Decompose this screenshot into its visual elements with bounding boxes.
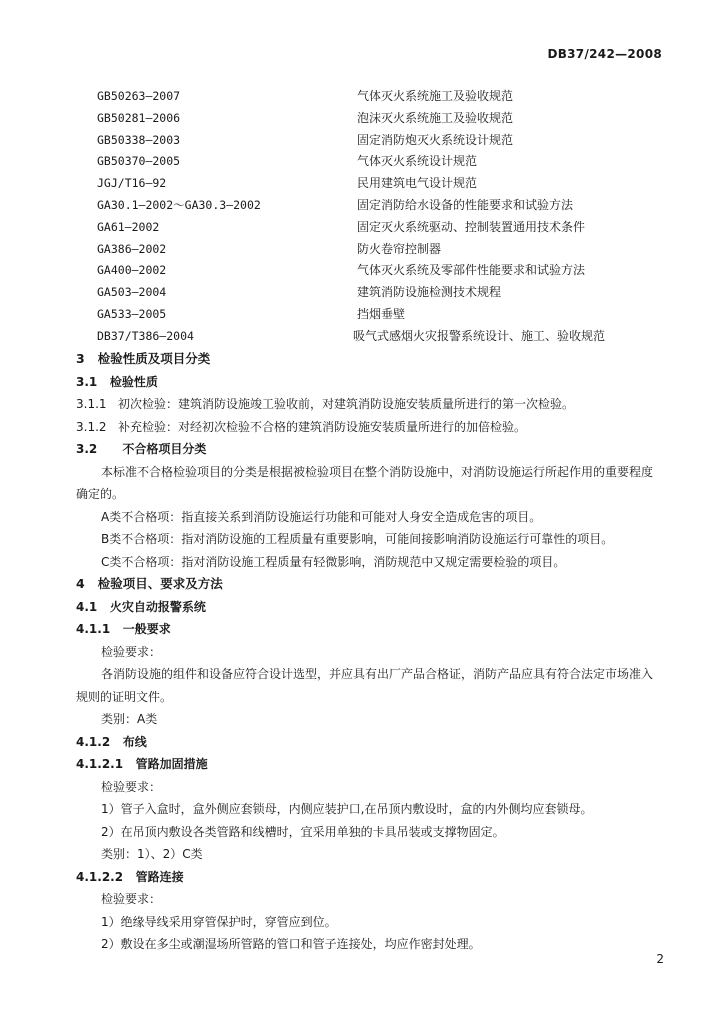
standard-row [97, 282, 667, 304]
standard-code: GA61—2002 [97, 219, 160, 234]
subsection-heading [76, 618, 660, 641]
standard-code: GB50338—2003 [97, 132, 181, 147]
section-title: 一般要求 [122, 622, 171, 636]
classification-item: C类不合格项：指对消防设施工程质量有轻微影响，消防规范中又规定需要检验的项目。 [101, 554, 566, 569]
section-number: 4.1.2.2 [76, 869, 124, 884]
paragraph: 本标准不合格检验项目的分类是根据被检验项目在整个消防设施中，对消防设施运行所起作用的重要程度确定的。 [76, 464, 654, 501]
section-title: 管路加固措施 [135, 757, 208, 771]
subsection-heading [76, 371, 660, 394]
standard-title: 建筑消防设施检测技术规程 [357, 285, 502, 300]
standard-row [97, 326, 667, 348]
subsection-heading [76, 438, 660, 461]
standard-code: GB50370—2005 [97, 154, 181, 169]
standard-code: GB50281—2006 [97, 110, 181, 125]
standard-row [97, 151, 667, 173]
section-title: 检验项目、要求及方法 [97, 576, 223, 591]
clause-number: 3.1.1 [76, 397, 107, 411]
clause-text: 初次检验：建筑消防设施竣工验收前，对建筑消防设施安装质量所进行的第一次检验。 [118, 397, 575, 411]
section-title: 管路连接 [135, 869, 184, 884]
standard-title: 防火卷帘控制器 [357, 241, 442, 256]
document-body [76, 348, 660, 956]
document-code: DB37/242—2008 [547, 47, 662, 61]
requirement-item: 2）敷设在多尘或潮湿场所管路的管口和管子连接处，均应作密封处理。 [101, 937, 481, 951]
standard-code: DB37/T386—2004 [97, 328, 194, 343]
section-title: 不合格项目分类 [122, 442, 207, 456]
category-line: 类别：1）、2）C类 [101, 847, 203, 861]
standard-row [97, 108, 667, 130]
standard-row [97, 86, 667, 108]
section-title: 检验性质 [109, 374, 158, 389]
standard-title: 泡沫灭火系统施工及验收规范 [357, 110, 514, 125]
clause [76, 393, 660, 416]
requirement-item: 1）绝缘导线采用穿管保护时，穿管应到位。 [101, 914, 337, 929]
standard-title: 固定灭火系统驱动、控制装置通用技术条件 [357, 219, 586, 234]
standard-title: 吸气式感烟火灾报警系统设计、施工、验收规范 [353, 328, 606, 343]
category-line: 类别：A类 [101, 712, 158, 726]
classification-item: B类不合格项：指对消防设施的工程质量有重要影响，可能间接影响消防设施运行可靠性的项目。 [101, 532, 614, 546]
standard-row [97, 304, 667, 326]
standard-title: 固定消防给水设备的性能要求和试验方法 [357, 197, 574, 212]
section-title: 检验性质及项目分类 [97, 351, 211, 366]
section-number: 4.1 [76, 599, 98, 614]
section-title: 火灾自动报警系统 [109, 599, 206, 614]
section-number: 3.1 [76, 374, 98, 389]
page-number: 2 [656, 952, 664, 966]
section-number: 4 [76, 576, 85, 591]
section-heading [76, 573, 660, 596]
section-number: 3 [76, 351, 85, 366]
requirement-item: 1）管子入盒时，盒外侧应套锁母，内侧应装护口,在吊顶内敷设时，盒的内外侧均应套锁母。 [101, 802, 593, 816]
standard-code: GA400—2002 [97, 263, 167, 278]
standard-row [97, 260, 667, 282]
standard-row [97, 130, 667, 152]
section-heading [76, 348, 660, 371]
requirement-item: 2）在吊顶内敷设各类管路和线槽时，宜采用单独的卡具吊装或支撑物固定。 [101, 824, 505, 839]
standard-row [97, 239, 667, 261]
requirement-label: 检验要求： [101, 779, 162, 794]
section-title: 布线 [122, 734, 147, 749]
standards-list [97, 86, 667, 348]
standard-title: 民用建筑电气设计规范 [357, 176, 478, 191]
section-number: 4.1.1 [76, 622, 111, 636]
classification-item: A类不合格项：指直接关系到消防设施运行功能和可能对人身安全造成危害的项目。 [101, 509, 542, 524]
paragraph: 各消防设施的组件和设备应符合设计选型，并应具有出厂产品合格证，消防产品应具有符合法定市场准入规则的证明文件。 [76, 667, 654, 704]
standard-row [97, 173, 667, 195]
standard-code: JGJ/T16—92 [97, 176, 167, 191]
subsection-heading [76, 596, 660, 619]
standard-row [97, 217, 667, 239]
standard-code: GB50263—2007 [97, 89, 181, 103]
clause-number: 3.1.2 [76, 419, 107, 434]
standard-code: GA503—2004 [97, 285, 167, 300]
subsection-heading [76, 731, 660, 754]
standard-code: GA386—2002 [97, 241, 167, 256]
standard-title: 气体灭火系统施工及验收规范 [357, 89, 514, 103]
section-number: 3.2 [76, 442, 98, 456]
standard-row [97, 195, 667, 217]
standard-code: GA533—2005 [97, 306, 167, 321]
section-number: 4.1.2 [76, 734, 111, 749]
standard-code: GA30.1—2002～GA30.3—2002 [97, 197, 261, 212]
subsection-heading [76, 866, 660, 889]
standard-title: 挡烟垂壁 [357, 306, 406, 321]
clause-text: 补充检验：对经初次检验不合格的建筑消防设施安装质量所进行的加倍检验。 [118, 419, 527, 434]
standard-title: 气体灭火系统及零部件性能要求和试验方法 [357, 263, 586, 278]
standard-title: 固定消防炮灭火系统设计规范 [357, 132, 514, 147]
subsection-heading [76, 753, 660, 776]
requirement-label: 检验要求： [101, 892, 162, 906]
standard-title: 气体灭火系统设计规范 [357, 154, 478, 169]
clause [76, 416, 660, 439]
section-number: 4.1.2.1 [76, 757, 124, 771]
requirement-label: 检验要求： [101, 644, 162, 659]
